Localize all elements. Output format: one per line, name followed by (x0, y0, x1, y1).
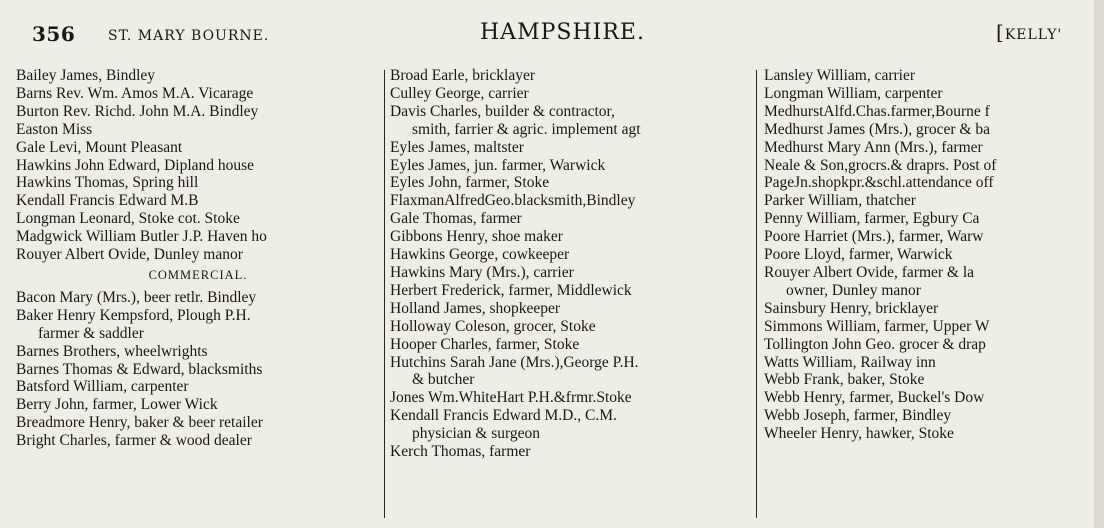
directory-entry: Culley George, carrier (390, 84, 529, 102)
directory-entry: Bacon Mary (Mrs.), beer retlr. Bindley (16, 288, 257, 306)
county-title: HAMPSHIRE. (480, 20, 645, 45)
directory-entry: Webb Frank, baker, Stoke (764, 371, 925, 389)
directory-entry: Eyles James, jun. farmer, Warwick (390, 156, 606, 174)
directory-entry: Longman Leonard, Stoke cot. Stoke (16, 210, 240, 228)
directory-entry: Gale Thomas, farmer (390, 210, 522, 228)
directory-entry: farmer & saddler (38, 324, 144, 342)
directory-entry: Hutchins Sarah Jane (Mrs.),George P.H. (390, 353, 639, 371)
column-divider (384, 70, 385, 518)
directory-entry: Parker William, thatcher (764, 192, 916, 210)
directory-entry: Longman William, carpenter (764, 84, 943, 102)
page-number: 356 (32, 22, 76, 46)
directory-entry: Sainsbury Henry, bricklayer (764, 299, 939, 317)
directory-entry: Baker Henry Kempsford, Plough P.H. (16, 306, 251, 324)
directory-entry: owner, Dunley manor (786, 281, 921, 299)
directory-entry: Jones Wm.WhiteHart P.H.&frmr.Stoke (390, 389, 632, 407)
directory-entry: Simmons William, farmer, Upper W (764, 317, 990, 335)
directory-entry: Hawkins Mary (Mrs.), carrier (390, 263, 574, 281)
parish-title: ST. MARY BOURNE. (108, 28, 270, 44)
directory-entry: Easton Miss (16, 120, 93, 138)
directory-entry: Holland James, shopkeeper (390, 299, 561, 317)
directory-entry: PageJn.shopkpr.&schl.attendance off (764, 174, 994, 192)
directory-entry: Bright Charles, farmer & wood dealer (16, 432, 252, 450)
column-divider (756, 70, 757, 518)
directory-entry: FlaxmanAlfredGeo.blacksmith,Bindley (390, 192, 636, 210)
directory-entry: Burton Rev. Richd. John M.A. Bindley (16, 102, 259, 120)
directory-entry: Bailey James, Bindley (16, 67, 156, 84)
directory-entry: Eyles John, farmer, Stoke (390, 174, 550, 192)
directory-entry: Medhurst Mary Ann (Mrs.), farmer (764, 138, 983, 156)
page-header (0, 14, 1104, 54)
directory-entry: Herbert Frederick, farmer, Middlewick (390, 281, 632, 299)
directory-entry: Eyles James, maltster (390, 138, 524, 156)
directory-entry: Rouyer Albert Ovide, farmer & la (764, 263, 975, 281)
directory-entry: Poore Harriet (Mrs.), farmer, Warw (764, 228, 984, 246)
directory-entry: Gale Levi, Mount Pleasant (16, 138, 183, 156)
directory-entry: Barnes Thomas & Edward, blacksmiths (16, 360, 263, 378)
directory-entry: Batsford William, carpenter (16, 378, 189, 396)
directory-entry: Barns Rev. Wm. Amos M.A. Vicarage (16, 84, 254, 102)
directory-entry: Webb Joseph, farmer, Bindley (764, 407, 952, 425)
directory-entry: Kendall Francis Edward M.B (16, 192, 199, 210)
section-heading: COMMERCIAL. (148, 267, 248, 282)
directory-entry: Hooper Charles, farmer, Stoke (390, 335, 580, 353)
column-3 (764, 67, 1104, 443)
directory-entry: & butcher (412, 371, 475, 389)
directory-entry: Berry John, farmer, Lower Wick (16, 396, 218, 414)
directory-entry: Gibbons Henry, shoe maker (390, 228, 563, 246)
directory-entry: Rouyer Albert Ovide, Dunley manor (16, 246, 243, 264)
directory-entry: Hawkins George, cowkeeper (390, 246, 570, 264)
publisher-title (996, 20, 1062, 44)
directory-entry: Kerch Thomas, farmer (390, 443, 531, 461)
directory-entry: Broad Earle, bricklayer (390, 67, 536, 84)
directory-entry: Wheeler Henry, hawker, Stoke (764, 425, 954, 443)
directory-entry: Holloway Coleson, grocer, Stoke (390, 317, 596, 335)
page-edge (1094, 0, 1104, 528)
directory-entry: Barnes Brothers, wheelwrights (16, 342, 208, 360)
directory-entry: Webb Henry, farmer, Buckel's Dow (764, 389, 985, 407)
directory-entry: Davis Charles, builder & contractor, (390, 102, 615, 120)
directory-entry: Poore Lloyd, farmer, Warwick (764, 246, 953, 264)
directory-entry: physician & surgeon (412, 425, 541, 443)
directory-entry: Tollington John Geo. grocer & drap (764, 335, 986, 353)
directory-entry: Kendall Francis Edward M.D., C.M. (390, 407, 617, 425)
directory-entry: Madgwick William Butler J.P. Haven ho (16, 228, 267, 246)
publisher-bracket: [ (996, 20, 1005, 44)
publisher-name: KELLY' (1004, 27, 1063, 43)
directory-entry: Lansley William, carrier (764, 67, 916, 84)
column-2 (390, 67, 754, 461)
directory-entry: MedhurstAlfd.Chas.farmer,Bourne f (764, 102, 990, 120)
directory-entry: Breadmore Henry, baker & beer retailer (16, 414, 263, 432)
directory-entry: smith, farrier & agric. implement agt (412, 120, 641, 138)
directory-entry: Penny William, farmer, Egbury Ca (764, 210, 980, 228)
column-1 (16, 67, 380, 450)
directory-entry: Neale & Son,grocrs.& draprs. Post of (764, 156, 997, 174)
directory-entry: Hawkins John Edward, Dipland house (16, 156, 255, 174)
directory-entry: Medhurst James (Mrs.), grocer & ba (764, 120, 990, 138)
directory-entry: Hawkins Thomas, Spring hill (16, 174, 199, 192)
directory-entry: Watts William, Railway inn (764, 353, 936, 371)
